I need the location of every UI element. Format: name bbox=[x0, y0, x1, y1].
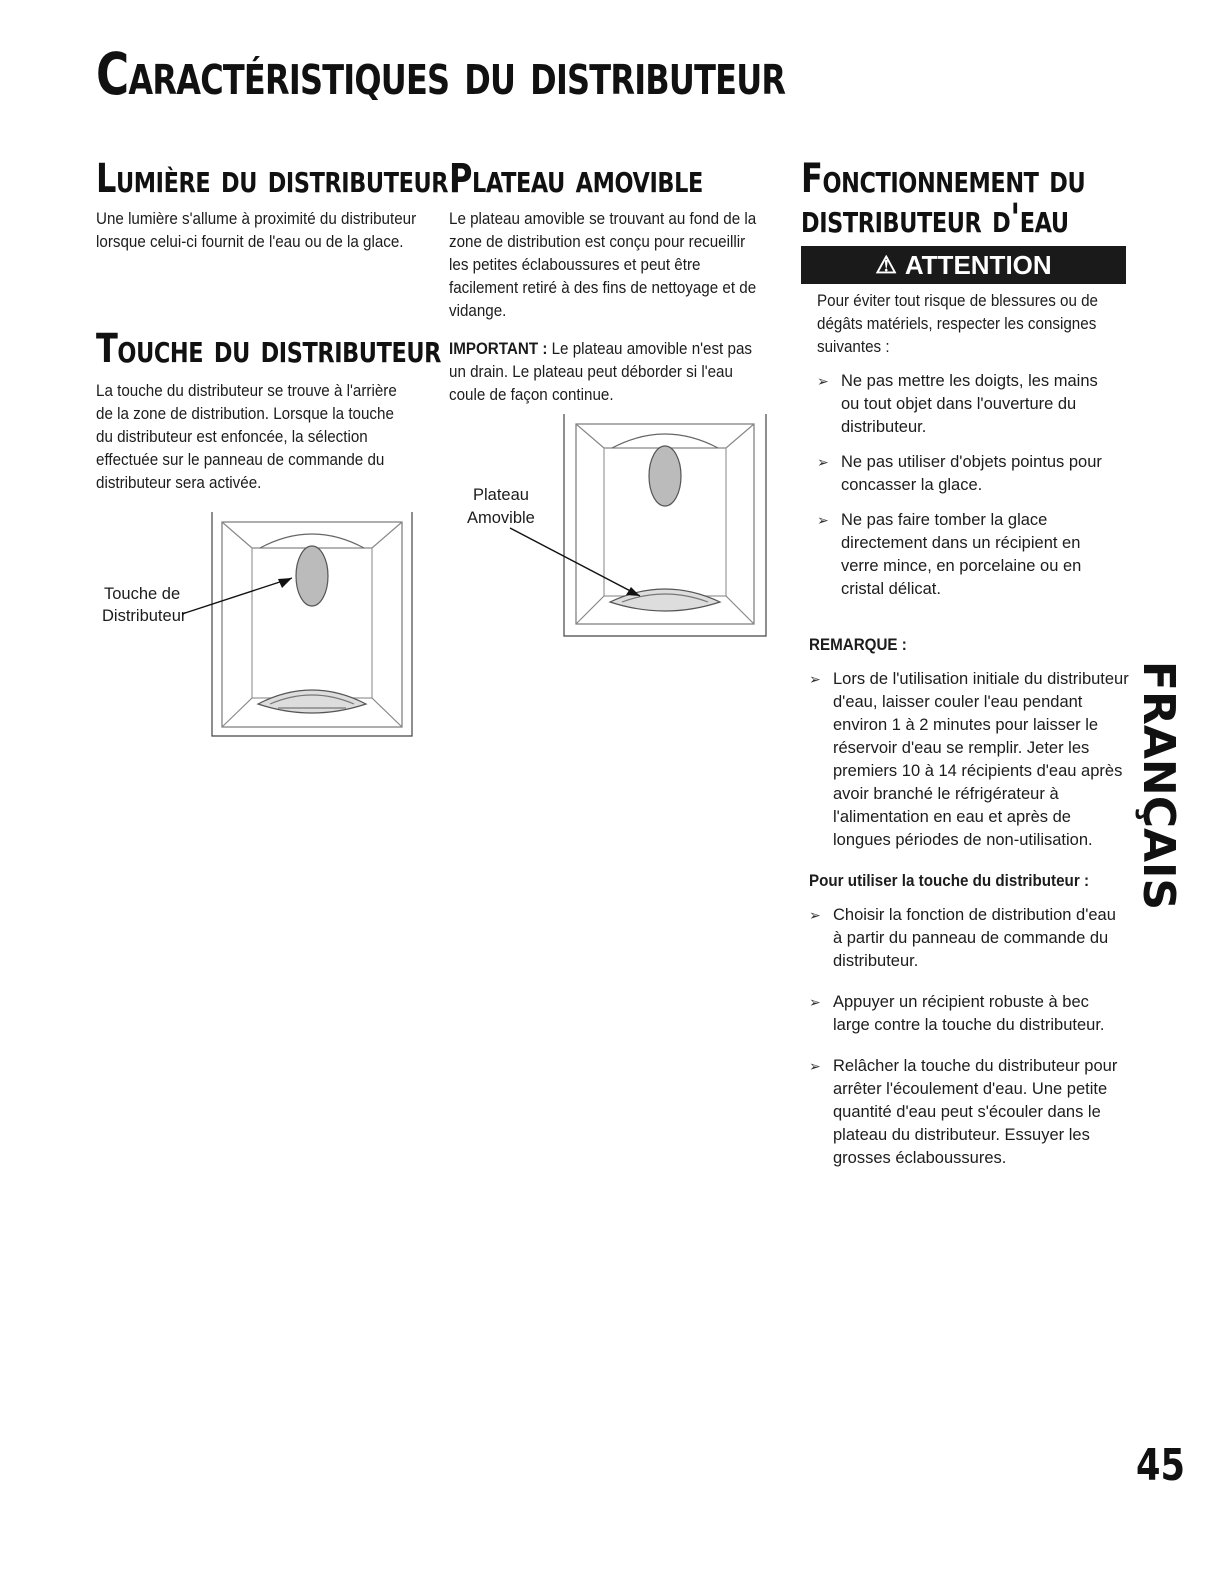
attention-label: ATTENTION bbox=[904, 249, 1052, 280]
important-label: IMPORTANT : bbox=[449, 340, 548, 358]
arrow-bullet-icon: ➢ bbox=[817, 512, 829, 528]
usage-list bbox=[809, 904, 1129, 1182]
list-item: ➢ Ne pas faire tomber la glace directement dans un récipient en verre mince, en porcelaine ou en cristal délicat. bbox=[817, 511, 1082, 598]
language-tab bbox=[1133, 660, 1185, 910]
dispenser-diagram-touche bbox=[180, 508, 420, 744]
list-item: ➢ Choisir la fonction de distribution d'eau à partir du panneau de commande du distributeur. bbox=[809, 906, 1116, 970]
list-item: ➢ Relâcher la touche du distributeur pour arrêter l'écoulement d'eau. Une petite quantité d'eau peut s'écouler dans le plateau du distributeur. Essuyer les grosses éclaboussures. bbox=[809, 1057, 1118, 1167]
body-lumiere: Une lumière s'allume à proximité du distributeur lorsque celui-ci fournit de l'eau ou de la glace. bbox=[96, 210, 417, 251]
language-tab-label: FRANÇAIS bbox=[1133, 660, 1185, 910]
arrow-bullet-icon: ➢ bbox=[809, 994, 821, 1010]
heading-touche: Touche du distributeur bbox=[96, 326, 442, 372]
usage-label: Pour utiliser la touche du distributeur : bbox=[809, 872, 1090, 890]
list-item: ➢ Ne pas mettre les doigts, les mains ou tout objet dans l'ouverture du distributeur. bbox=[817, 372, 1098, 436]
label-touche-line2: Distributeur bbox=[102, 607, 187, 625]
label-plateau-line2: Amovible bbox=[467, 509, 535, 527]
warning-triangle-icon: ⚠ bbox=[875, 251, 897, 279]
heading-fonctionnement-line2: distributeur d'eau bbox=[801, 196, 1069, 242]
attention-banner bbox=[801, 246, 1126, 284]
heading-fonctionnement-line1: Fonctionnement du bbox=[801, 156, 1086, 202]
list-item: ➢ Appuyer un récipient robuste à bec large contre la touche du distributeur. bbox=[809, 993, 1105, 1034]
page-title: Caractéristiques du distributeur bbox=[96, 40, 786, 108]
remarque-label: REMARQUE : bbox=[809, 636, 907, 654]
label-plateau-line1: Plateau bbox=[473, 486, 529, 504]
arrow-bullet-icon: ➢ bbox=[809, 907, 821, 923]
list-item: ➢ Lors de l'utilisation initiale du distributeur d'eau, laisser couler l'eau pendant environ 1 à 2 minutes pour laisser le réservoir d'eau se remplir. Jeter les premiers 10 à 14 récipients d'eau après avoir branché le réfrigérateur à l'alimentation en eau et après de longues périodes de non-utilisation. bbox=[809, 670, 1129, 849]
list-item: ➢ Ne pas utiliser d'objets pointus pour concasser la glace. bbox=[817, 453, 1102, 494]
warning-list bbox=[817, 370, 1117, 613]
heading-plateau: Plateau amovible bbox=[449, 156, 703, 202]
body-plateau: Le plateau amovible se trouvant au fond de la zone de distribution est conçu pour recueillir les petites éclaboussures et peut être facilement retiré à des fins de nettoyage et de vidange. bbox=[449, 210, 757, 320]
body-touche: La touche du distributeur se trouve à l'arrière de la zone de distribution. Lorsque la touche du distributeur est enfoncée, la sélection effectuée sur le panneau de commande du distributeur sera activée. bbox=[96, 382, 397, 492]
label-touche-line1: Touche de bbox=[104, 585, 181, 603]
heading-lumiere: Lumière du distributeur bbox=[96, 156, 449, 202]
important-text: Le plateau amovible n'est pas un drain. Le plateau peut déborder si l'eau coule de façon continue. bbox=[449, 340, 752, 404]
important-note bbox=[449, 338, 766, 407]
remarque-list bbox=[809, 668, 1129, 864]
warning-intro: Pour éviter tout risque de blessures ou de dégâts matériels, respecter les consignes suivantes : bbox=[817, 292, 1099, 356]
arrow-bullet-icon: ➢ bbox=[809, 1058, 821, 1074]
arrow-bullet-icon: ➢ bbox=[809, 671, 821, 687]
arrow-bullet-icon: ➢ bbox=[817, 454, 829, 470]
dispenser-diagram-plateau bbox=[500, 410, 770, 642]
dispenser-touch-pad-icon bbox=[296, 546, 328, 606]
arrow-bullet-icon: ➢ bbox=[817, 373, 829, 389]
page-number: 45 bbox=[1136, 1440, 1185, 1491]
